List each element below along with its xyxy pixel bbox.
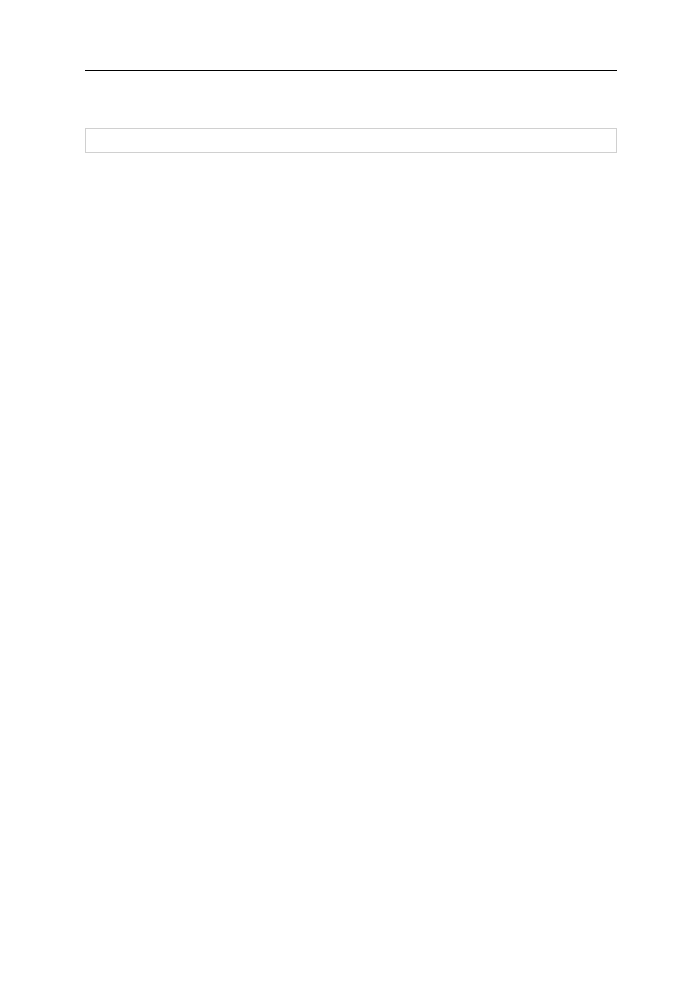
- header-rule: [85, 70, 617, 71]
- intro-box: [85, 128, 617, 153]
